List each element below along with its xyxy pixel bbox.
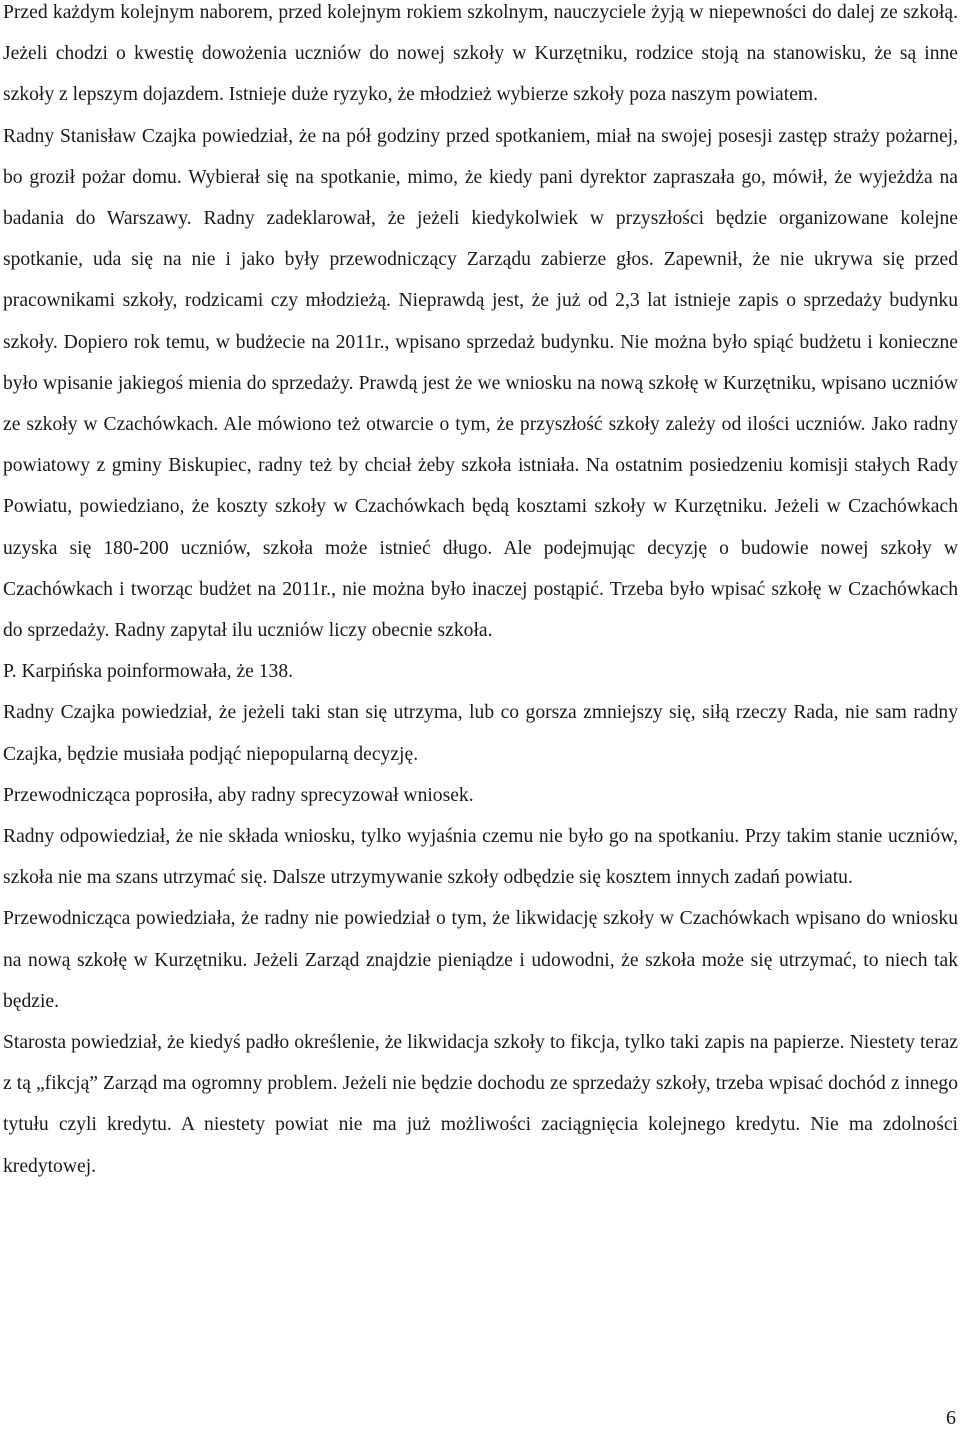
paragraph-czajka-reply: Radny odpowiedział, że nie składa wniosku, tylko wyjaśnia czemu nie było go na spotkaniu. Przy takim stanie uczniów, szkoła nie ma szans utrzymać się. Dalsze utrzymywanie szkoły odbędzie się kosztem innych zadań powiatu. [3, 826, 958, 889]
paragraph-chair-response: Przewodnicząca powiedziała, że radny nie powiedział o tym, że likwidację szkoły w Czachówkach wpisano do wniosku na nową szkołę w Kurzętniku. Jeżeli Zarząd znajdzie pieniądze i udowodni, że szkoła może się utrzymać, to niech tak będzie. [3, 908, 958, 1012]
paragraph-starosta-statement: Starosta powiedział, że kiedyś padło określenie, że likwidacja szkoły to fikcja, tylko taki zapis na papierze. Niestety teraz z tą „fikcją” Zarząd ma ogromny problem. Jeżeli nie będzie dochodu ze sprzedaży szkoły, trzeba wpisać dochód z innego tytułu czyli kredytu. A niestety powiat nie ma już możliwości zaciągnięcia kolejnego kredytu. Nie ma zdolności kredytowej. [3, 1032, 958, 1177]
document-page [3, 0, 958, 1187]
paragraph-school-uncertainty: Przed każdym kolejnym naborem, przed kolejnym rokiem szkolnym, nauczyciele żyją w niepewności do dalej ze szkołą. Jeżeli chodzi o kwestię dowożenia uczniów do nowej szkoły w Kurzętniku, rodzice stoją na stanowisku, że są inne szkoły z lepszym dojazdem. Istnieje duże ryzyko, że młodzież wybierze szkoły poza naszym powiatem. [3, 2, 958, 106]
paragraph-czajka-statement: Radny Stanisław Czajka powiedział, że na pół godziny przed spotkaniem, miał na swojej posesji zastęp straży pożarnej, bo groził pożar domu. Wybierał się na spotkanie, mimo, że kiedy pani dyrektor zapraszała go, mówił, że wyjeżdża na badania do Warszawy. Radny zadeklarował, że jeżeli kiedykolwiek w przyszłości będzie organizowane kolejne spotkanie, uda się na nie i jako były przewodniczący Zarządu zabierze głos. Zapewnił, że nie ukrywa się przed pracownikami szkoły, rodzicami czy młodzieżą. Nieprawdą jest, że już od 2,3 lat istnieje zapis o sprzedaży budynku szkoły. Dopiero rok temu, w budżecie na 2011r., wpisano sprzedaż budynku. Nie można było spiąć budżetu i konieczne było wpisanie jakiegoś mienia do sprzedaży. Prawdą jest że we wniosku na nową szkołę w Kurzętniku, wpisano uczniów ze szkoły w Czachówkach. Ale mówiono też otwarcie o tym, że przyszłość szkoły zależy od ilości uczniów. Jako radny powiatowy z gminy Biskupiec, radny też by chciał żeby szkoła istniała. Na ostatnim posiedzeniu komisji stałych Rady Powiatu, powiedziano, że koszty szkoły w Czachówkach będą kosztami szkoły w Kurzętniku. Jeżeli w Czachówkach uzyska się 180-200 uczniów, szkoła może istnieć długo. Ale podejmując decyzję o budowie nowej szkoły w Czachówkach i tworząc budżet na 2011r., nie można było inaczej postąpić. Trzeba było wpisać szkołę w Czachówkach do sprzedaży. Radny zapytał ilu uczniów liczy obecnie szkoła. [3, 125, 958, 642]
page-number: 6 [946, 1407, 956, 1429]
paragraph-czajka-decision: Radny Czajka powiedział, że jeżeli taki stan się utrzyma, lub co gorsza zmniejszy się, siłą rzeczy Rada, nie sam radny Czajka, będzie musiała podjąć niepopularną decyzję. [3, 702, 958, 765]
paragraph-chair-request: Przewodnicząca poprosiła, aby radny sprecyzował wniosek. [3, 784, 474, 806]
paragraph-karpinska-info: P. Karpińska poinformowała, że 138. [3, 661, 294, 683]
